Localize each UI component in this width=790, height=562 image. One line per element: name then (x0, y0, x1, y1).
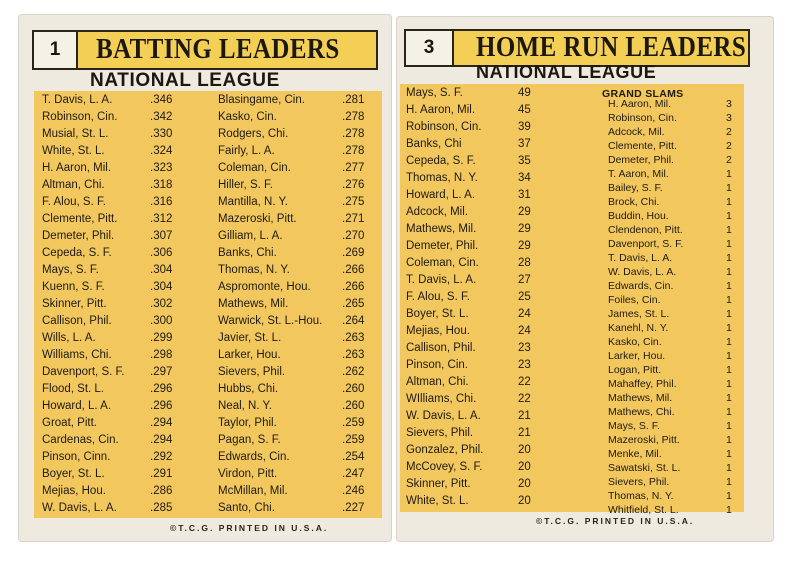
player-name: Aspromonte, Hou. (218, 281, 311, 293)
stat-value: .294 (150, 434, 173, 446)
player-name: Flood, St. L. (42, 383, 105, 395)
stat-value: 34 (518, 172, 531, 184)
stat-value: 20 (518, 495, 531, 507)
stat-value: .299 (150, 332, 173, 344)
stat-value: .342 (150, 111, 173, 123)
stat-value: 27 (518, 274, 531, 286)
player-name: Hiller, S. F. (218, 179, 273, 191)
player-name: Coleman, Cin. (406, 257, 479, 269)
player-name: Robinson, Cin. (406, 121, 482, 133)
player-name: Sawatski, St. L. (608, 462, 681, 474)
player-name: F. Alou, S. F. (42, 196, 106, 208)
stat-value: 37 (518, 138, 531, 150)
player-name: Boyer, St. L. (42, 468, 105, 480)
stat-value: 21 (518, 410, 531, 422)
player-name: Skinner, Pitt. (406, 478, 471, 490)
stat-value: 45 (518, 104, 531, 116)
stats-panel (400, 84, 744, 516)
stat-value: .270 (342, 230, 365, 242)
stat-value: .266 (342, 264, 365, 276)
player-name: Larker, Hou. (218, 349, 281, 361)
stat-value: 49 (518, 87, 531, 99)
stat-value: .286 (150, 485, 173, 497)
player-name: Gonzalez, Phil. (406, 444, 484, 456)
player-name: Demeter, Phil. (42, 230, 115, 242)
player-name: Cardenas, Cin. (42, 434, 119, 446)
stat-value: .304 (150, 281, 173, 293)
card-title: BATTING LEADERS (96, 33, 340, 65)
player-name: Sievers, Phil. (608, 476, 670, 488)
stat-value: .324 (150, 145, 173, 157)
player-name: Brock, Chi. (608, 196, 660, 208)
stat-row (34, 499, 382, 518)
player-name: Mazeroski, Pitt. (218, 213, 297, 225)
stat-value: 24 (518, 308, 531, 320)
player-name: Kuenn, S. F. (42, 281, 105, 293)
player-name: T. Davis, L. A. (406, 274, 477, 286)
player-name: Mahaffey, Phil. (608, 378, 677, 390)
player-name: Mazeroski, Pitt. (608, 434, 680, 446)
stat-value: .323 (150, 162, 173, 174)
player-name: Mays, S. F. (42, 264, 99, 276)
stat-value: 2 (726, 154, 732, 166)
stat-value: .304 (150, 264, 173, 276)
stat-value: .278 (342, 111, 365, 123)
stat-value: 1 (726, 252, 732, 264)
player-name: Banks, Chi. (218, 247, 277, 259)
stat-value: .298 (150, 349, 173, 361)
player-name: Larker, Hou. (608, 350, 666, 362)
player-name: Thomas, N. Y. (406, 172, 478, 184)
stat-value: 24 (518, 325, 531, 337)
stat-value: 39 (518, 121, 531, 133)
player-name: Gilliam, L. A. (218, 230, 283, 242)
stat-value: .278 (342, 128, 365, 140)
player-name: Williams, Chi. (42, 349, 112, 361)
stat-value: .291 (150, 468, 173, 480)
player-name: Clemente, Pitt. (42, 213, 118, 225)
player-name: Edwards, Cin. (218, 451, 290, 463)
stat-value: .264 (342, 315, 365, 327)
card-title: HOME RUN LEADERS (476, 31, 747, 63)
stat-value: .254 (342, 451, 365, 463)
player-name: W. Davis, L. A. (608, 266, 677, 278)
player-name: Edwards, Cin. (608, 280, 674, 292)
player-name: McMillan, Mil. (218, 485, 288, 497)
player-name: Menke, Mil. (608, 448, 662, 460)
stat-value: .247 (342, 468, 365, 480)
player-name: Taylor, Phil. (218, 417, 277, 429)
stat-value: 22 (518, 376, 531, 388)
player-name: Mejias, Hou. (42, 485, 106, 497)
player-name: Blasingame, Cin. (218, 94, 305, 106)
stat-value: .294 (150, 417, 173, 429)
stat-value: .285 (150, 502, 173, 514)
stat-value: 1 (726, 308, 732, 320)
player-name: H. Aaron, Mil. (42, 162, 112, 174)
player-name: Robinson, Cin. (42, 111, 118, 123)
stat-value: .263 (342, 349, 365, 361)
stat-value: 3 (726, 112, 732, 124)
player-name: Altman, Chi. (406, 376, 469, 388)
stat-value: 22 (518, 393, 531, 405)
stat-value: 1 (726, 224, 732, 236)
player-name: Wills, L. A. (42, 332, 96, 344)
stat-value: 1 (726, 182, 732, 194)
stat-value: 29 (518, 206, 531, 218)
stat-value: 1 (726, 364, 732, 376)
copyright-footer: ©T.C.G. PRINTED IN U.S.A. (170, 523, 329, 533)
stat-value: 1 (726, 462, 732, 474)
player-name: Pinson, Cin. (406, 359, 469, 371)
stat-value: 1 (726, 434, 732, 446)
stat-value: .259 (342, 417, 365, 429)
stat-value: .306 (150, 247, 173, 259)
stat-value: .259 (342, 434, 365, 446)
player-name: Kanehl, N. Y. (608, 322, 669, 334)
stat-value: .271 (342, 213, 365, 225)
stat-value: 21 (518, 427, 531, 439)
player-name: Adcock, Mil. (406, 206, 468, 218)
stat-value: .260 (342, 400, 365, 412)
player-name: Bailey, S. F. (608, 182, 663, 194)
stat-value: 1 (726, 336, 732, 348)
stat-value: 1 (726, 476, 732, 488)
player-name: Callison, Phil. (406, 342, 476, 354)
league-label: NATIONAL LEAGUE (476, 62, 657, 82)
stat-value: 1 (726, 448, 732, 460)
player-name: James, St. L. (608, 308, 670, 320)
stat-value: 1 (726, 490, 732, 502)
stat-value: .307 (150, 230, 173, 242)
player-name: Demeter, Phil. (406, 240, 479, 252)
stat-value: .330 (150, 128, 173, 140)
player-name: WIlliams, Chi. (406, 393, 477, 405)
stat-value: 3 (726, 98, 732, 110)
stat-value: 1 (726, 196, 732, 208)
player-name: Thomas, N. Y. (218, 264, 290, 276)
stat-value: 23 (518, 342, 531, 354)
stat-value: 1 (726, 280, 732, 292)
player-name: Foiles, Cin. (608, 294, 661, 306)
player-name: Banks, Chi (406, 138, 462, 150)
home-run-leaders-card (396, 16, 774, 542)
stat-value: 28 (518, 257, 531, 269)
player-name: T. Aaron, Mil. (608, 168, 669, 180)
stat-value: 1 (726, 378, 732, 390)
player-name: Santo, Chi. (218, 502, 275, 514)
player-name: Warwick, St. L.-Hou. (218, 315, 323, 327)
stat-value: 2 (726, 140, 732, 152)
stat-value: .269 (342, 247, 365, 259)
stat-value: 1 (726, 406, 732, 418)
stat-value: 20 (518, 478, 531, 490)
stat-value: 29 (518, 223, 531, 235)
stat-value: 1 (726, 294, 732, 306)
stat-value: 1 (726, 392, 732, 404)
player-name: Thomas, N. Y. (608, 490, 674, 502)
player-name: Rodgers, Chi. (218, 128, 289, 140)
player-name: Buddin, Hou. (608, 210, 669, 222)
stat-value: .276 (342, 179, 365, 191)
player-name: Boyer, St. L. (406, 308, 469, 320)
player-name: Robinson, Cin. (608, 112, 677, 124)
card-number: 3 (404, 29, 454, 67)
player-name: Mathews, Mil. (218, 298, 289, 310)
player-name: Mathews, Mil. (608, 392, 673, 404)
stat-value: .316 (150, 196, 173, 208)
stat-value: .263 (342, 332, 365, 344)
stat-value: 1 (726, 420, 732, 432)
player-name: Kasko, Cin. (218, 111, 277, 123)
player-name: Hubbs, Chi. (218, 383, 279, 395)
stat-value: .297 (150, 366, 173, 378)
stat-value: 29 (518, 240, 531, 252)
stat-value: .227 (342, 502, 365, 514)
player-name: Mantilla, N. Y. (218, 196, 288, 208)
stat-value: .300 (150, 315, 173, 327)
stat-value: .318 (150, 179, 173, 191)
grand-slams-heading: GRAND SLAMS (602, 88, 684, 100)
player-name: Kasko, Cin. (608, 336, 662, 348)
stat-value: .246 (342, 485, 365, 497)
player-name: Skinner, Pitt. (42, 298, 107, 310)
player-name: Cepeda, S. F. (42, 247, 112, 259)
player-name: White, St. L. (42, 145, 105, 157)
player-name: Sievers, Phil. (406, 427, 474, 439)
player-name: Mays, S. F. (608, 420, 660, 432)
stat-value: .312 (150, 213, 173, 225)
stat-value: .302 (150, 298, 173, 310)
stat-value: 2 (726, 126, 732, 138)
player-name: Davenport, S. F. (42, 366, 125, 378)
player-name: Howard, L. A. (42, 400, 112, 412)
stat-value: 25 (518, 291, 531, 303)
player-name: Demeter, Phil. (608, 154, 674, 166)
copyright-footer: ©T.C.G. PRINTED IN U.S.A. (536, 516, 695, 526)
player-name: Pagan, S. F. (218, 434, 281, 446)
card-number: 1 (32, 30, 78, 70)
player-name: Sievers, Phil. (218, 366, 286, 378)
stat-value: 20 (518, 461, 531, 473)
stat-value: .275 (342, 196, 365, 208)
player-name: Javier, St. L. (218, 332, 282, 344)
league-label: NATIONAL LEAGUE (90, 70, 280, 91)
player-name: Altman, Chi. (42, 179, 105, 191)
player-name: T. Davis, L. A. (608, 252, 673, 264)
stat-value: 1 (726, 210, 732, 222)
player-name: W. Davis, L. A. (42, 502, 117, 514)
player-name: Coleman, Cin. (218, 162, 291, 174)
stat-value: .296 (150, 383, 173, 395)
stat-value: 1 (726, 266, 732, 278)
player-name: Pinson, Cinn. (42, 451, 111, 463)
stat-value: .262 (342, 366, 365, 378)
player-name: Fairly, L. A. (218, 145, 275, 157)
stat-value: 1 (726, 238, 732, 250)
player-name: Howard, L. A. (406, 189, 476, 201)
player-name: Virdon, Pitt. (218, 468, 278, 480)
player-name: Cepeda, S. F. (406, 155, 476, 167)
player-name: T. Davis, L. A. (42, 94, 113, 106)
stat-value: 1 (726, 168, 732, 180)
stat-value: .292 (150, 451, 173, 463)
player-name: Clemente, Pitt. (608, 140, 677, 152)
stat-value: 20 (518, 444, 531, 456)
stat-value: .296 (150, 400, 173, 412)
player-name: Clendenon, Pitt. (608, 224, 683, 236)
player-name: Mathews, Mil. (406, 223, 477, 235)
player-name: Davenport, S. F. (608, 238, 684, 250)
player-name: Neal, N. Y. (218, 400, 272, 412)
player-name: F. Alou, S. F. (406, 291, 470, 303)
player-name: Mays, S. F. (406, 87, 463, 99)
player-name: Mathews, Chi. (608, 406, 675, 418)
stat-value: 31 (518, 189, 531, 201)
player-name: Mejias, Hou. (406, 325, 470, 337)
stat-value: .266 (342, 281, 365, 293)
stat-value: 23 (518, 359, 531, 371)
player-name: W. Davis, L. A. (406, 410, 481, 422)
stat-value: .260 (342, 383, 365, 395)
player-name: Musial, St. L. (42, 128, 109, 140)
player-name: Whitfield, St. L. (608, 504, 679, 516)
stat-value: .278 (342, 145, 365, 157)
stat-value: 35 (518, 155, 531, 167)
stat-value: 1 (726, 504, 732, 516)
player-name: McCovey, S. F. (406, 461, 483, 473)
stat-value: .281 (342, 94, 365, 106)
player-name: Callison, Phil. (42, 315, 112, 327)
player-name: Adcock, Mil. (608, 126, 665, 138)
stat-value: .277 (342, 162, 365, 174)
player-name: H. Aaron, Mil. (406, 104, 476, 116)
player-name: Groat, Pitt. (42, 417, 97, 429)
stat-value: 1 (726, 350, 732, 362)
player-name: White, St. L. (406, 495, 469, 507)
stats-panel (34, 91, 382, 518)
player-name: H. Aaron, Mil. (608, 98, 672, 110)
batting-leaders-card (18, 14, 392, 542)
player-name: Logan, Pitt. (608, 364, 662, 376)
stat-value: .265 (342, 298, 365, 310)
stat-value: .346 (150, 94, 173, 106)
stat-value: 1 (726, 322, 732, 334)
